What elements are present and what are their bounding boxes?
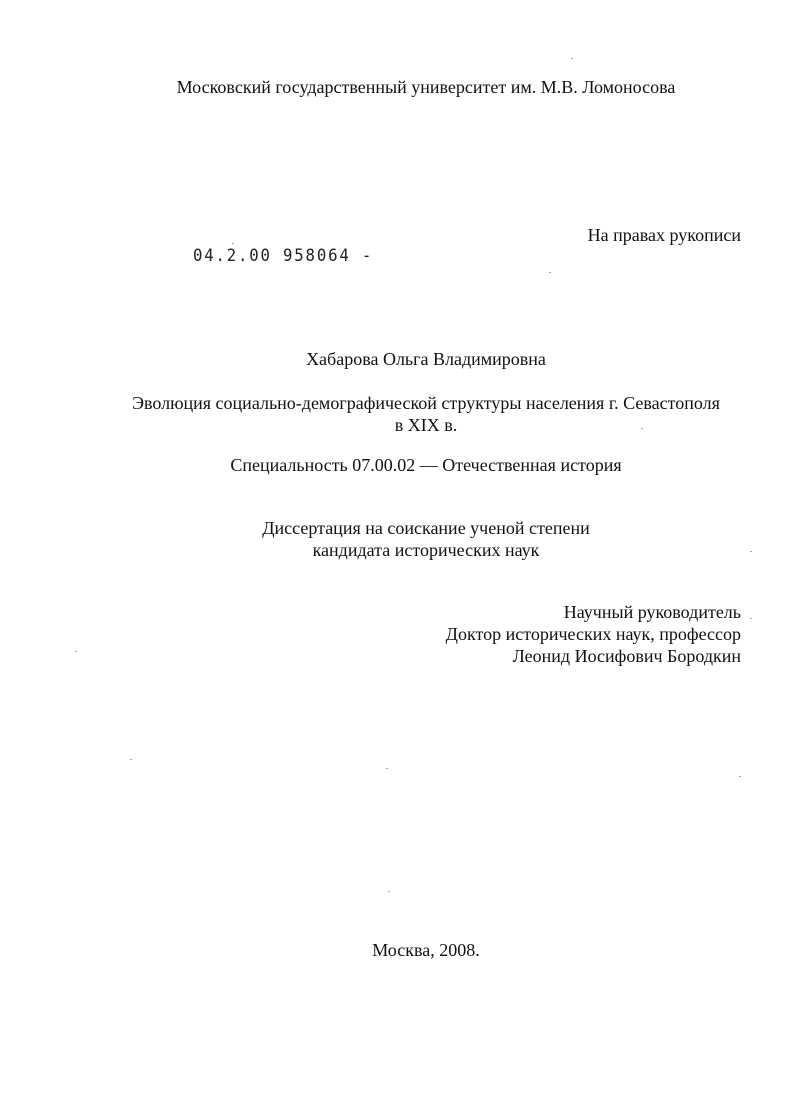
scan-speck <box>641 428 643 429</box>
scan-speck <box>549 272 551 273</box>
scan-speck <box>232 243 234 244</box>
university-name: Московский государственный университет им. М.В. Ломоносова <box>176 77 676 97</box>
degree-line-2: кандидата исторических наук <box>312 540 540 560</box>
author-name: Хабарова Ольга Владимировна <box>306 349 546 369</box>
supervisor-name: Леонид Иосифович Бородкин <box>512 646 741 666</box>
scan-speck <box>386 768 388 769</box>
scan-speck <box>388 891 390 892</box>
manuscript-rights-note: На правах рукописи <box>587 225 741 245</box>
city-year: Москва, 2008. <box>372 940 480 960</box>
scan-speck <box>571 58 573 59</box>
specialty: Специальность 07.00.02 — Отечественная история <box>230 455 622 475</box>
scan-speck <box>750 551 752 552</box>
scan-speck <box>739 776 741 777</box>
degree-line-1: Диссертация на соискание ученой степени <box>262 518 590 538</box>
registration-number-stamp: 04.2.00 958064 - <box>193 246 374 266</box>
dissertation-title-line-1: Эволюция социально-демографической структуры населения г. Севастополя <box>132 393 720 413</box>
scan-speck <box>750 618 752 619</box>
dissertation-title-line-2: в XIX в. <box>394 415 458 435</box>
scan-speck <box>130 759 132 760</box>
supervisor-label: Научный руководитель <box>563 602 741 622</box>
scan-speck <box>75 651 77 652</box>
supervisor-degree: Доктор исторических наук, профессор <box>445 624 741 644</box>
